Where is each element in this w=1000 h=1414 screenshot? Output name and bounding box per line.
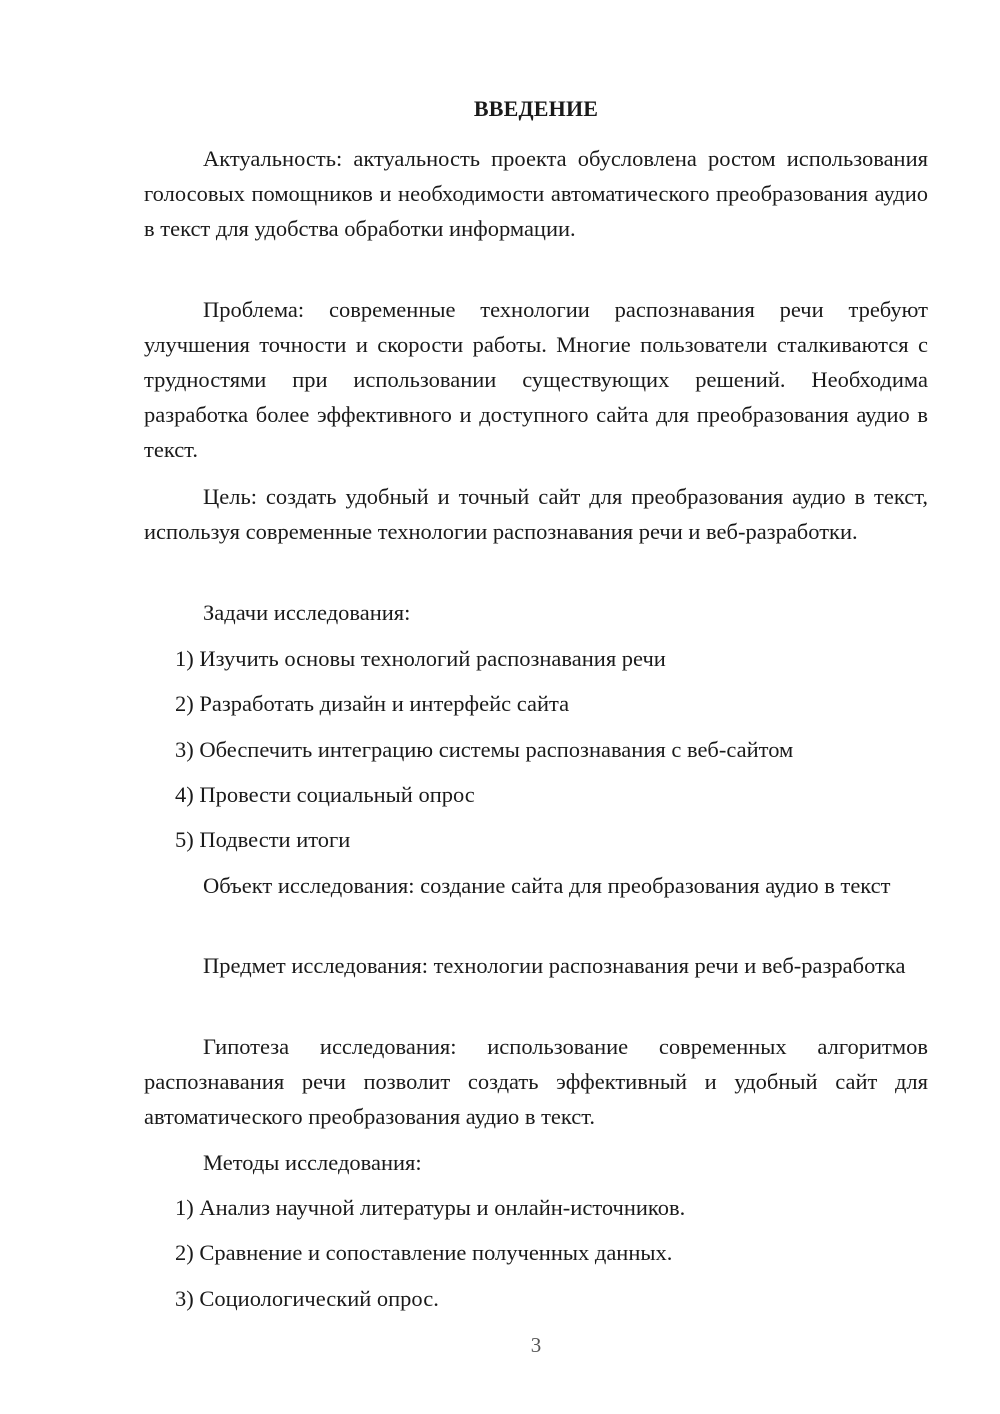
tasks-list-4 — [144, 777, 928, 812]
methods-list-1 — [144, 1190, 928, 1225]
goal-section — [144, 479, 928, 549]
methods-heading: Методы исследования: — [203, 1150, 422, 1175]
list-item: 1) Изучить основы технологий распознавания речи — [175, 646, 666, 671]
subject-paragraph: Предмет исследования: технологии распознавания речи и веб-разработка — [203, 953, 906, 978]
problem-section — [144, 292, 928, 467]
object-paragraph: Объект исследования: создание сайта для преобразования аудио в текст — [203, 873, 891, 898]
list-item: 2) Сравнение и сопоставление полученных данных. — [175, 1240, 673, 1265]
methods-list-2 — [144, 1235, 928, 1270]
list-item: 3) Социологический опрос. — [175, 1286, 439, 1311]
page-title: ВВЕДЕНИЕ — [473, 96, 599, 121]
tasks-list-5 — [144, 822, 928, 857]
page-number: 3 — [530, 1333, 542, 1357]
methods-list-3 — [144, 1281, 928, 1316]
subject-section — [144, 948, 928, 983]
list-item: 2) Разработать дизайн и интерфейс сайта — [175, 691, 570, 716]
tasks-heading: Задачи исследования: — [203, 600, 411, 625]
tasks-list-3 — [144, 732, 928, 767]
tasks-heading-section — [144, 595, 928, 630]
list-item: 3) Обеспечить интеграцию системы распознавания с веб-сайтом — [175, 737, 794, 762]
problem-paragraph: Проблема: современные технологии распознавания речи требуют улучшения точности и скорости работы. Многие пользователи сталкиваются с трудностями при использовании существующих решений. Необходима разработка более эффективного и доступного сайта для преобразования аудио в текст. — [144, 297, 928, 462]
list-item: 1) Анализ научной литературы и онлайн-источников. — [175, 1195, 686, 1220]
list-item: 4) Провести социальный опрос — [175, 782, 475, 807]
methods-heading-section — [144, 1145, 928, 1180]
relevance-section — [144, 141, 928, 246]
relevance-paragraph: Актуальность: актуальность проекта обусловлена ростом использования голосовых помощников и необходимости автоматического преобразования аудио в текст для удобства обработки информации. — [144, 146, 928, 241]
object-section — [144, 868, 928, 903]
goal-paragraph: Цель: создать удобный и точный сайт для преобразования аудио в текст, используя современные технологии распознавания речи и веб-разработки. — [144, 484, 928, 544]
tasks-list-1 — [144, 641, 928, 676]
list-item: 5) Подвести итоги — [175, 827, 351, 852]
hypothesis-paragraph: Гипотеза исследования: использование современных алгоритмов распознавания речи позволит создать эффективный и удобный сайт для автоматического преобразования аудио в текст. — [144, 1034, 928, 1129]
tasks-list-2 — [144, 686, 928, 721]
hypothesis-section — [144, 1029, 928, 1134]
